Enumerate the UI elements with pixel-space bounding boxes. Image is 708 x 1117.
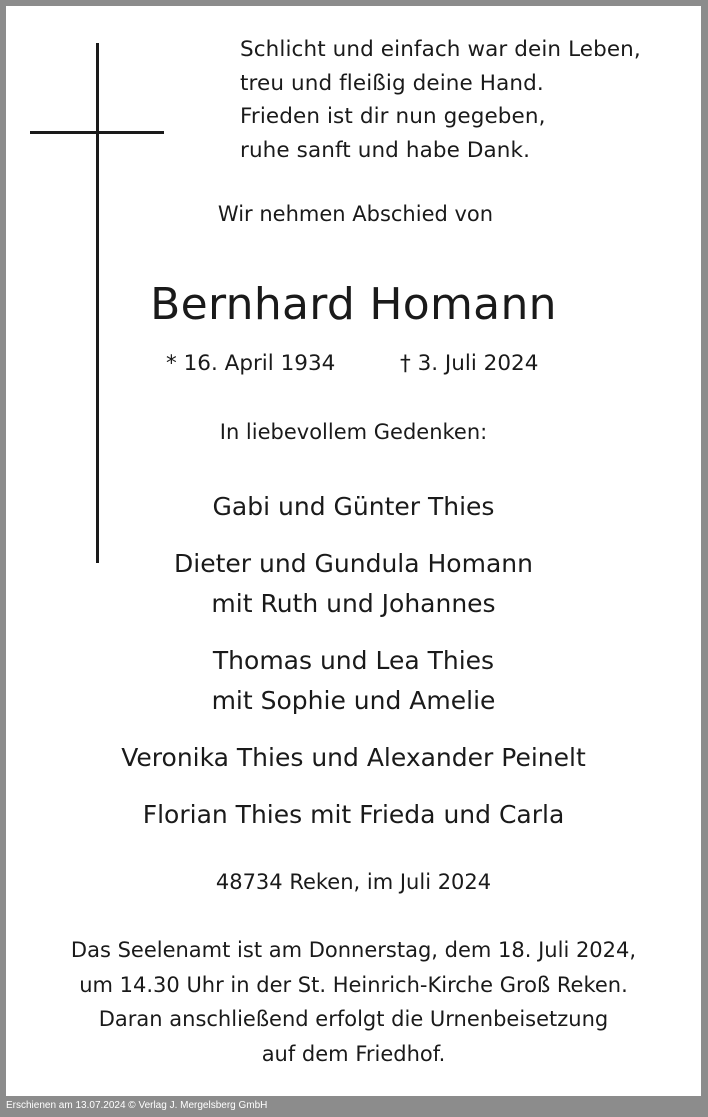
mourners-list <box>6 487 701 852</box>
service-line: Das Seelenamt ist am Donnerstag, dem 18. Juli 2024, <box>70 938 637 962</box>
mourner-line: mit Sophie und Amelie <box>211 686 496 715</box>
mourner-line: Veronika Thies und Alexander Peinelt <box>121 743 586 772</box>
death-date: † 3. Juli 2024 <box>400 351 539 376</box>
birth-date: * 16. April 1934 <box>166 351 336 376</box>
memory-text: In liebevollem Gedenken: <box>219 420 488 444</box>
service-info <box>6 933 701 1071</box>
mourner-group <box>6 641 701 721</box>
poem-line: Frieden ist dir nun gegeben, <box>240 104 546 129</box>
obituary-notice <box>6 6 701 1096</box>
intro-text: Wir nehmen Abschied von <box>217 202 494 226</box>
poem-line: treu und fleißig deine Hand. <box>240 70 544 96</box>
publication-footer: Erschienen am 13.07.2024 © Verlag J. Mergelsberg GmbH <box>6 1100 268 1111</box>
mourner-line: Dieter und Gundula Homann <box>174 549 533 578</box>
deceased-name: Bernhard Homann <box>150 279 557 330</box>
poem-line: ruhe sanft und habe Dank. <box>240 137 530 163</box>
service-line: um 14.30 Uhr in der St. Heinrich-Kirche Groß Reken. <box>79 972 628 997</box>
mourner-group <box>6 487 701 527</box>
poem-line: Schlicht und einfach war dein Leben, <box>240 37 641 62</box>
mourner-line: mit Ruth und Johannes <box>211 589 496 618</box>
mourner-group <box>6 795 701 835</box>
mourner-line: Thomas und Lea Thies <box>212 646 495 675</box>
cross-icon-horizontal <box>30 131 164 134</box>
mourner-line: Florian Thies mit Frieda und Carla <box>142 800 565 829</box>
place-date: 48734 Reken, im Juli 2024 <box>215 870 492 894</box>
service-line: Daran anschließend erfolgt die Urnenbeisetzung <box>98 1007 609 1031</box>
poem <box>240 33 680 167</box>
mourner-group <box>6 738 701 778</box>
service-line: auf dem Friedhof. <box>261 1041 446 1066</box>
mourner-line: Gabi und Günter Thies <box>212 492 495 521</box>
mourner-group <box>6 544 701 624</box>
